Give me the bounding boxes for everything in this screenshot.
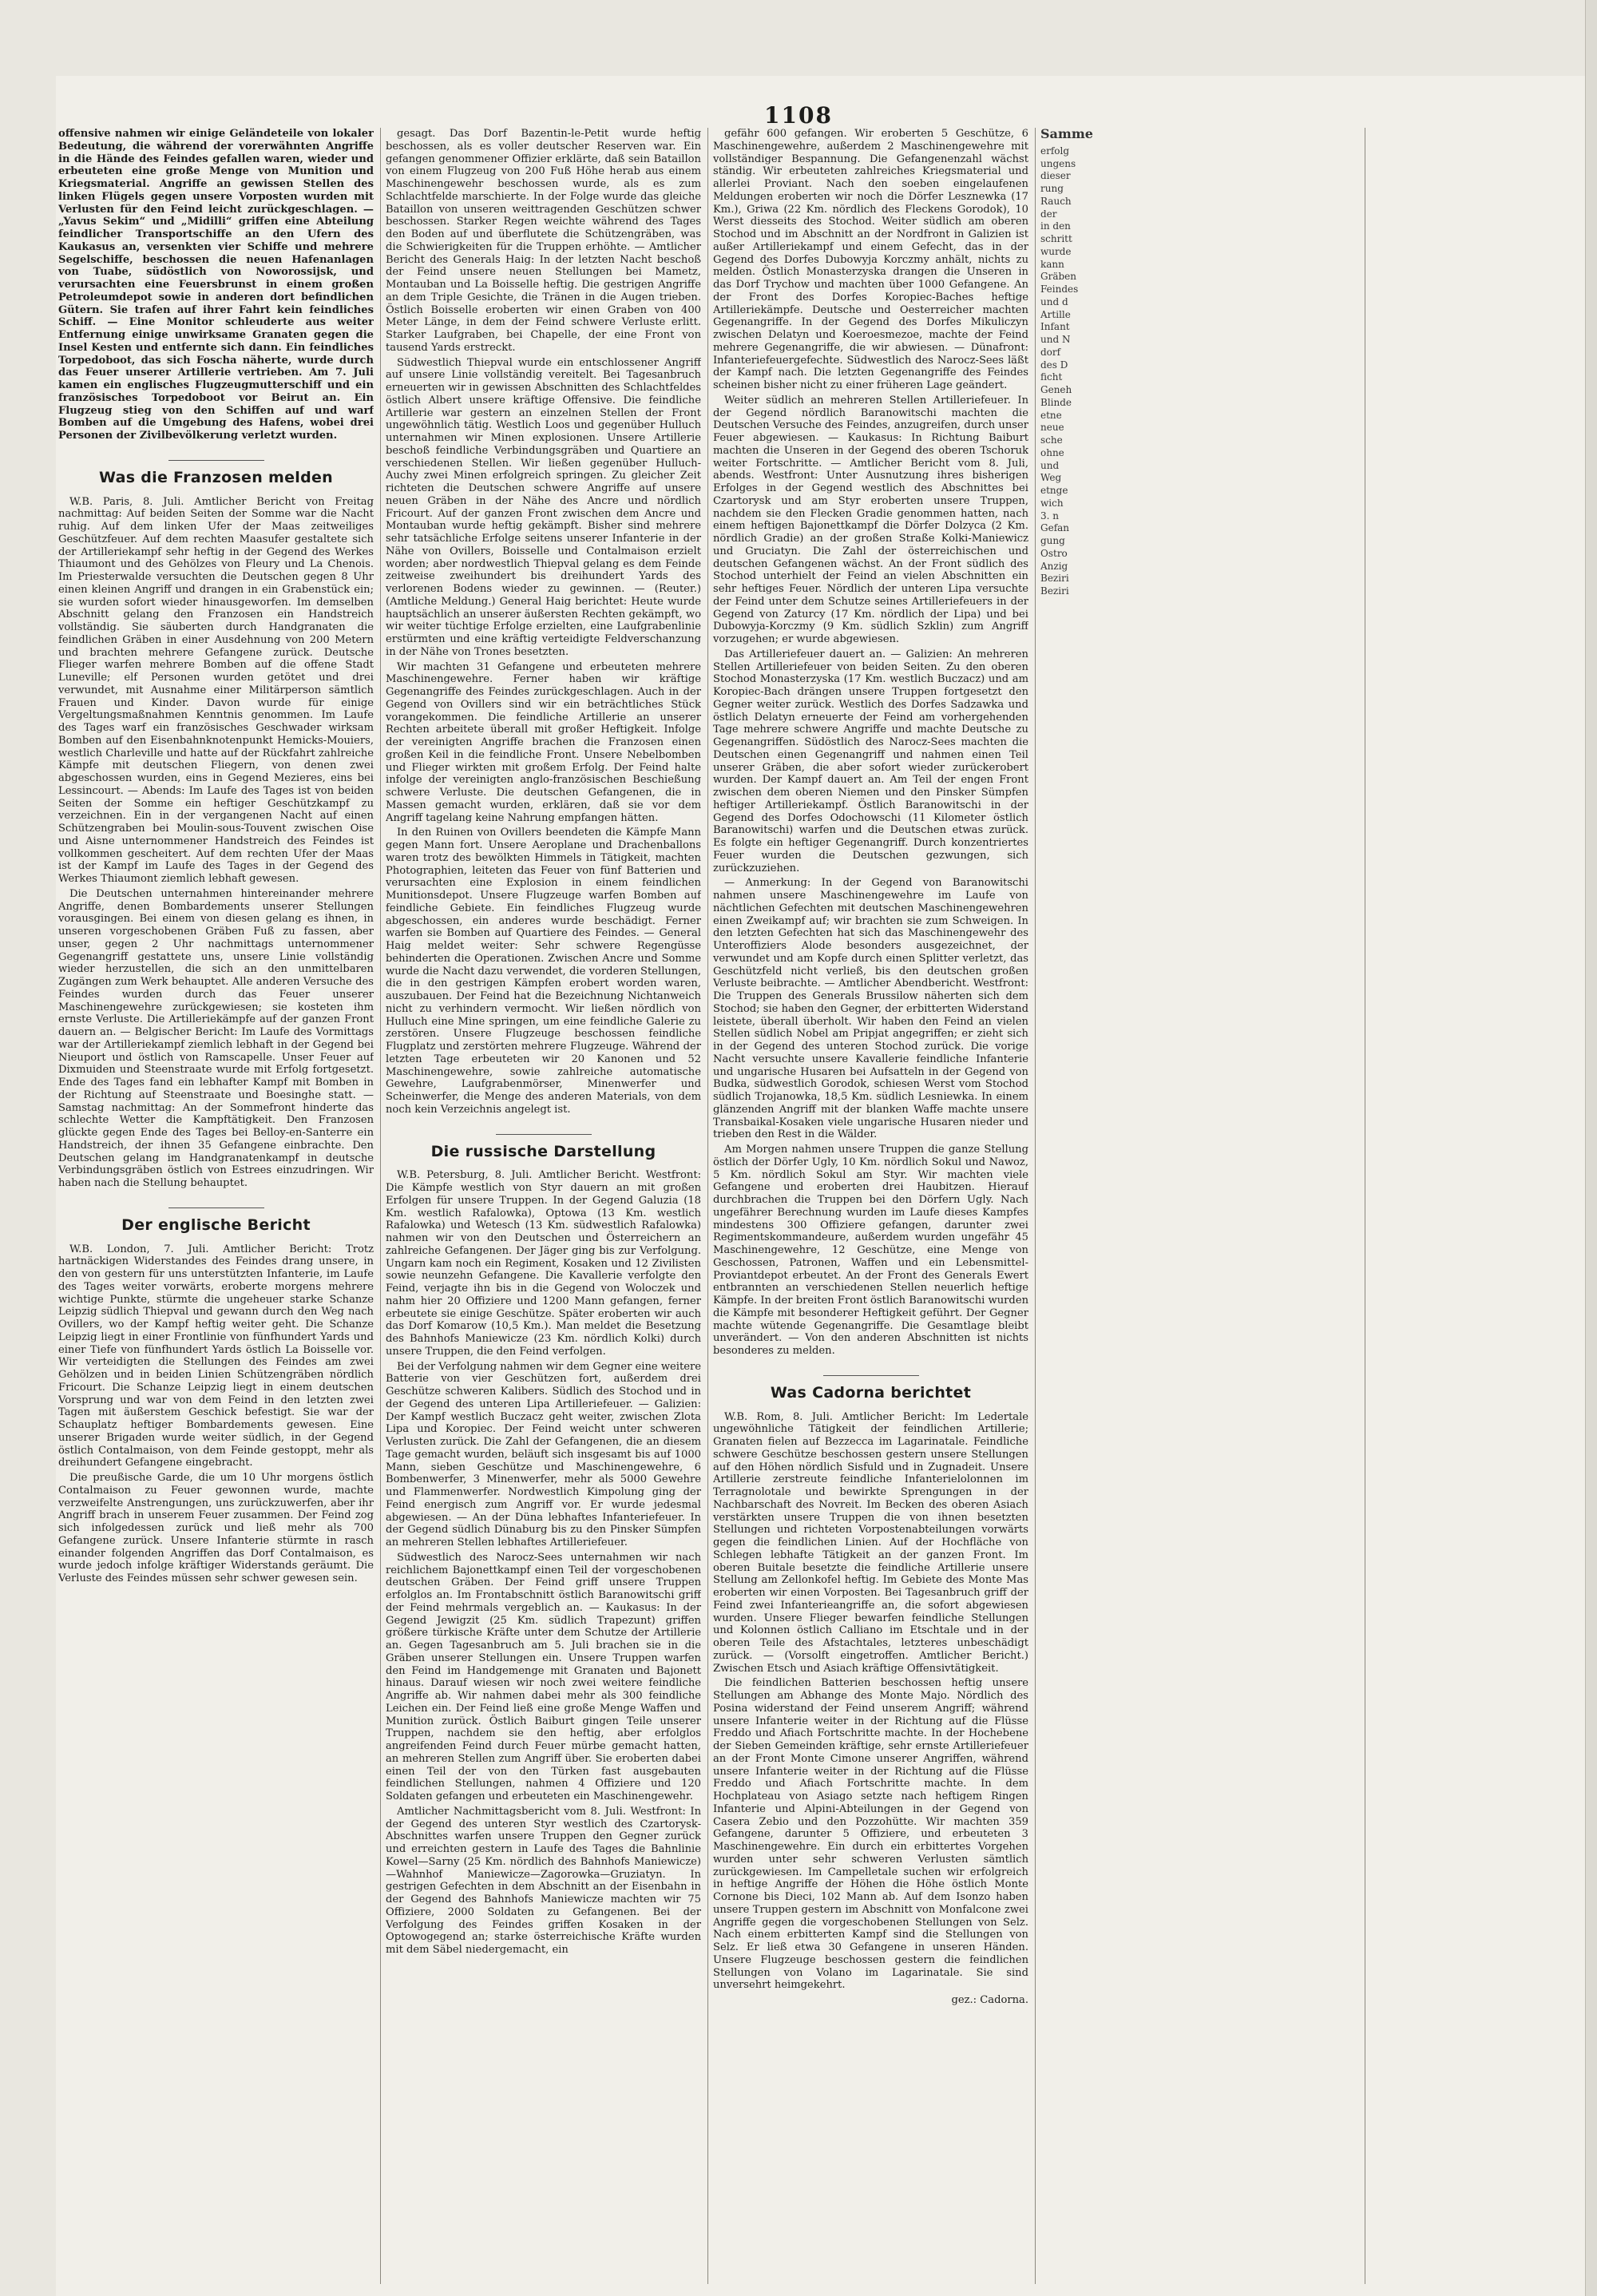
- edge-line: wich: [1040, 497, 1064, 509]
- heading-cadorna-report: Was Cadorna berichtet: [713, 1375, 1028, 1400]
- edge-line: neue: [1040, 422, 1064, 434]
- heading-english-report: Der englische Bericht: [58, 1207, 374, 1232]
- edge-line: Ostro: [1040, 547, 1068, 559]
- edge-line: rung: [1040, 183, 1064, 194]
- edge-line: Infant: [1040, 321, 1070, 333]
- edge-line: des D: [1040, 359, 1068, 371]
- next-page-edge: [1585, 0, 1597, 2296]
- edge-line: in den: [1040, 220, 1071, 232]
- edge-line: Feindes: [1040, 284, 1079, 295]
- russian-report-paragraph: Südwestlich des Narocz-Sees unternahmen wir nach reichlichem Bajonettkampf einen Teil der vorgeschobenen deutschen Gräben. Der Feind griff unsere Truppen erfolglos an. Im Frontabschnitt östlich Baranowitschi griff der Feind mehrmals vergeblich an. — Kaukasus: In der Gegend Jewigzit (25 Km. südlich Trapezunt) griffen größere türkische Kräfte unter dem Schutze der Artillerie an. Gegen Tagesanbruch am 5. Juli brachen sie in die Gräben unserer Stellungen ein. Unsere Truppen warfen den Feind im Handgemenge mit Granaten und Bajonett hinaus. Darauf wiesen wir noch zwei weitere feindliche Angriffe ab. Wir nahmen dabei mehr als 300 feindliche Leichen ein. Der Feind ließ eine große Menge Waffen und Munition zurück. Östlich Baiburt gingen Teile unserer Truppen, nachdem sie den heftig, aber erfolglos angreifenden Feind durch Feuer mürbe gemacht hatten, an mehreren Stellen zum Angriff über. Sie eroberten dabei einen Teil der von den Türken fast ausgebauten feindlichen Stellungen, nahmen 4 Offiziere und 120 Soldaten gefangen und erbeuteten ein Maschinengewehr.: [386, 1551, 701, 1802]
- column-rule: [380, 128, 381, 2284]
- english-report-paragraph: Wir machten 31 Gefangene und erbeuteten mehrere Maschinengewehre. Ferner haben wir kräftige Gegenangriffe des Feindes zurückgeschlagen. Auch in der Gegend von Ovillers sind wir ein beträchtliches Stück vorangekommen. Die feindliche Artillerie an unserer Rechten arbeitete überall mit großer Heftigkeit. Infolge der vereinigten Angriffe brachen die Franzosen einen großen Keil in die feindliche Front. Unsere Nebelbomben und Flieger wirkten mit großem Erfolg. Der Feind halte infolge der vereinigten anglo-französischen Beschießung schwere Verluste. Die deutschen Gefangenen, die in Massen gemacht wurden, erklären, daß sie vor dem Angriff tagelang keine Nahrung empfangen hätten.: [386, 660, 701, 824]
- english-report-paragraph: Die preußische Garde, die um 10 Uhr morgens östlich Contalmaison zu Feuer gewonnen wurde, machte verzweifelte Anstrengungen, uns zurückzuwerfen, aber ihr Angriff brach in unserem Feuer zusammen. Der Feind zog sich infolgedessen zurück und ließ mehr als 700 Gefangene zurück. Unsere Infanterie stürmte in rasch einander folgenden Angriffen das Dorf Contalmaison, es wurde jedoch infolge kräftiger Widerstands geräumt. Die Verluste des Feindes müssen sehr schwer gewesen sein.: [58, 1472, 374, 1584]
- edge-line: Anzig: [1040, 560, 1068, 572]
- column-rule: [707, 128, 708, 2284]
- cadorna-signature: gez.: Cadorna.: [951, 1994, 1028, 2006]
- english-report-paragraph: W.B. London, 7. Juli. Amtlicher Bericht: Trotz hartnäckigen Widerstandes des Feindes drang unsere, in den von gestern für uns unterstützten Infanterie, im Laufe des Tages weiter vorwärts, eroberte morgens mehrere wichtige Punkte, stürmte die ungeheuer starke Schanze Leipzig südlich Thiepval und gewann durch den Weg nach Ovillers, wo der Kampf heftig weiter geht. Die Schanze Leipzig liegt in einer Frontlinie von fünfhundert Yards und einer Tiefe von fünfhundert Yards östlich La Boisselle vor. Wir verteidigten die Stellungen des Feindes am zwei Gehölzen und in beiden Linien Schützengräben nördlich Fricourt. Die Schanze Leipzig liegt in einem deutschen Vorsprung und war von dem Feind in den letzten zwei Tagen mit äußerstem Geschick befestigt. Sie war der Schauplatz heftiger Bombardements gewesen. Eine unserer Brigaden wurde weiter südlich, in der Gegend östlich Contalmaison, von dem Feinde gestoppt, mehr als dreihundert Gefangene eingebracht.: [58, 1243, 374, 1469]
- edge-lines: [1040, 145, 1358, 598]
- edge-line: ungens: [1040, 157, 1076, 169]
- edge-line: dieser: [1040, 170, 1071, 182]
- edge-line: schritt: [1040, 233, 1072, 244]
- edge-line: und d: [1040, 295, 1068, 307]
- edge-line: etnge: [1040, 485, 1068, 496]
- edge-line: und: [1040, 459, 1060, 471]
- english-report-paragraph: gesagt. Das Dorf Bazentin-le-Petit wurde heftig beschossen, als es voller deutscher Reserven war. Ein gefangen genommener Offizier erklärte, daß sein Bataillon von einem Flugzeug von 200 Fuß Höhe herab aus einem Maschinengewehr beschossen wurde, als es zum Schlachtfelde marschierte. In der Folge wurde das gleiche Bataillon von unseren weittragenden Geschützen schwer beschossen. Starker Regen weichte während des Tages den Boden auf und überflutete die Schützengräben, was die Schwierigkeiten für die Truppen erhöhte. — Amtlicher Bericht des Generals Haig: In der letzten Nacht beschoß der Feind unsere neuen Stellungen bei Mametz, Montauban und La Boisselle heftig. Die gestrigen Angriffe an dem Triple Gesichte, die Tränen in die Augen trieben. Östlich Boisselle eroberten wir einen Graben von 400 Meter Länge, in dem der Feind schwere Verluste erlitt. Starker Laufgraben, bei Chapelle, der eine Front von tausend Yards erstreckt.: [386, 128, 701, 354]
- edge-line: Weg: [1040, 472, 1062, 484]
- edge-line: Geneh: [1040, 384, 1072, 395]
- edge-line: der: [1040, 208, 1057, 220]
- russian-report-paragraph: Weiter südlich an mehreren Stellen Artilleriefeuer. In der Gegend nördlich Baranowitschi machten die Deutschen Versuche des Feindes, anzugreifen, durch unser Feuer abgewiesen. — Kaukasus: In Richtung Baiburt machten die Unseren in der Gegend des oberen Tschoruk weiter Fortschritte. — Amtlicher Bericht vom 8. Juli, abends. Westfront: Unter Ausnutzung ihres bisherigen Erfolges in der Gegend westlich des Abschnittes bei Czartorysk und am Styr eroberten unsere Truppen, nachdem sie den Flecken Gradie genommen hatten, nach einem heftigen Bajonettkampf die Dörfer Dolzyca (2 Km. nördlich Gradie) an der großen Straße Kolki-Maniewicz und Gruciatyn. Die Zahl der österreichischen und deutschen Gefangenen wächst. An der Front südlich des Stochod unterhielt der Feind an vielen Abschnitten ein sehr heftiges Feuer. Nördlich der unteren Lipa versuchte der Feind unter dem Schutze seines Artilleriefeuers in der Gegend von Zaturcy (17 Km. nördlich der Lipa) und bei Dubowyja-Korczmy (9 Km. südlich Szklin) zum Angriff vorzugehen; er wurde abgewiesen.: [713, 394, 1028, 645]
- edge-line: 3. n: [1040, 510, 1059, 521]
- cadorna-report-paragraph: W.B. Rom, 8. Juli. Amtlicher Bericht: Im Ledertale ungewöhnliche Tätigkeit der feindlichen Artillerie; Granaten fielen auf Bezzecca im Lagarinatale. Feindliche schwere Geschütze beschossen gestern unsere Stellungen auf den Höhen nördlich Sisfuld und in Zugnadeit. Unsere Artillerie zerstreute feindliche Infanterielolonnen im Terragnolotale und bewirkte Sprengungen in der Nachbarschaft des Novreit. Im Becken des oberen Asiach verstärkten unsere Truppen die von ihnen besetzten Stellungen und richteten Vorpostenabteilungen vorwärts gegen die feindlichen Linien. Auf der Hochfläche von Schlegen lebhafte Tätigkeit an der ganzen Front. Im oberen Buitale besetzte die feindliche Artillerie unsere Stellung am Zellonkofel heftig. Im Gebiete des Monte Mas eroberten wir einen Vorposten. Bei Tagesanbruch griff der Feind zwei Infanterieangriffe an, die sofort abgewiesen wurden. Unsere Flieger bewarfen feindliche Stellungen und Kolonnen östlich Calliano im Etschtale und in der oberen Teile des Afstachtales, letzteres unbeschädigt zurück. — (Vorsolft eingetroffen. Amtlicher Bericht.) Zwischen Etsch und Asiach kräftige Offensivtätigkeit.: [713, 1410, 1028, 1675]
- edge-line: ficht: [1040, 371, 1063, 383]
- russian-report-paragraph: gefähr 600 gefangen. Wir eroberten 5 Geschütze, 6 Maschinengewehre, außerdem 2 Maschinengewehre mit vollständiger Bespannung. Die Gefangenenzahl wächst ständig. Wir erbeuteten zahlreiches Kriegsmaterial und allerlei Proviant. Nach den soeben eingelaufenen Meldungen eroberten wir noch die Dörfer Lesznewka (17 Km.), Griwa (22 Km. nördlich des Fleckens Gorodok), 10 Werst diesseits des Stochod. Weiter südlich am oberen Stochod und im Abschnitt an der Nordfront in Galizien ist außer Artilleriekampf und einem Gefecht, das in der Gegend des Dorfes Dubowyja Korczmy anhält, nichts zu melden. Östlich Monasterzyska drangen die Unseren in das Dorf Trychow und machten über 1000 Gefangene. An der Front des Dorfes Koropiec-Baches heftige Artilleriekämpfe. Deutsche und Oesterreicher machten Gegenangriffe. In der Gegend des Dorfes Mikuliczyn zwischen Delatyn und Koeroesmezoe, machte der Feind mehrere Gegenangriffe, die wir abwiesen. — Dünafront: Infanteriefeuergefechte. Südwestlich des Narocz-Sees läßt der Kampf nach. Die letzten Gegenangriffe des Feindes scheinen bisher nicht zu einer früheren Lage geändert.: [713, 128, 1028, 391]
- edge-line: und N: [1040, 334, 1071, 345]
- heading-french-report: Was die Franzosen melden: [58, 460, 374, 485]
- russian-report-paragraph: Das Artilleriefeuer dauert an. — Galizien: An mehreren Stellen Artilleriefeuer von beiden Seiten. Zu den oberen Stochod Monasterzyska (17 Km. westlich Buczacz) und am Koropiec-Bach drängen unsere Truppen fortgesetzt den Gegner weiter zurück. Westlich des Dorfes Sadzawka und östlich Delatyn erneuerte der Feind am vorhergehenden Tage mehrere schwere Angriffe und machte Deutsche zu Gegenangriffen. Südöstlich des Narocz-Sees machten die Deutschen einen Gegenangriff und nahmen einen Teil unserer Gräben, die aber sofort wieder zurückerobert wurden. Der Kampf dauert an. Am Teil der engen Front zwischen dem oberen Niemen und den Pinsker Sümpfen heftiger Artilleriekampf. Östlich Baranowitschi in der Gegend des Dorfes Odochowschi (11 Kilometer östlich Baranowitschi) warfen und die Deutschen etwas zurück. Es folgte ein heftiger Gegenangriff. Durch konzentriertes Feuer wurden die Deutschen gezwungen, sich zurückzuziehen.: [713, 648, 1028, 874]
- edge-line: kann: [1040, 258, 1064, 270]
- edge-line: Blinde: [1040, 396, 1072, 408]
- column-rule: [1035, 128, 1036, 2284]
- edge-line: gung: [1040, 535, 1065, 546]
- english-report-paragraph: Südwestlich Thiepval wurde ein entschlossener Angriff auf unsere Linie vollständig vereitelt. Bei Tagesanbruch erneuerten wir in gewissen Abschnitten des Schlachtfeldes östlich Albert unsere kräftige Offensive. Die feindliche Artillerie war gestern an einzelnen Stellen der Front ungewöhnlich tätig. Westlich Loos und gegenüber Hulluch unternahmen wir Minen explosionen. Unsere Artillerie beschoß feindliche Verbindungsgräben und Quartiere an verschiedenen Stellen. Wir ließen gegenüber Hulluch-Auchy zwei Minen erfolgreich springen. Zu gleicher Zeit richteten die Deutschen schwere Angriffe auf unsere neuen Gräben in der Nähe des Ancre und nördlich Fricourt. Auf der ganzen Front zwischen dem Ancre und Montauban wurde heftig gekämpft. Bisher sind mehrere sehr tatsächliche Erfolge seitens unserer Infanterie in der Nähe von Ovillers, Boisselle und Contalmaison erzielt worden; aber nordwestlich Thiepval gelang es dem Feinde zeitweise zweihundert bis dreihundert Yards des verlorenen Bodens wieder zu gewinnen. — (Reuter.) (Amtliche Meldung.) General Haig berichtet: Heute wurde hauptsächlich an unserer äußersten Rechten gekämpft, wo wir weiter tüchtige Erfolge erzielten, eine Laufgrabenlinie erstürmten und eine kräftig verteidigte Feldverschanzung in der Nähe von Trones besetzten.: [386, 356, 701, 658]
- edge-line: ohne: [1040, 446, 1064, 458]
- french-report-paragraph: Die Deutschen unternahmen hintereinander mehrere Angriffe, denen Bombardements unserer Stellungen vorausgingen. Bei einem von diesen gelang es ihnen, in unseren vorgeschobenen Gräben Fuß zu fassen, aber unser, gegen 2 Uhr nachmittags unternommener Gegenangriff gestattete uns, unsere Linie vollständig wieder herzustellen, die sich an den unmittelbaren Zugängen zum Werk behauptet. Alle anderen Versuche des Feindes wurden durch das Feuer unserer Maschinengewehre zurückgewiesen; sie kosteten ihm ernste Verluste. Die Artilleriekämpfe auf der ganzen Front dauern an. — Belgischer Bericht: Im Laufe des Vormittags war der Artilleriekampf ziemlich lebhaft in der Gegend bei Nieuport und östlich von Ramscapelle. Unser Feuer auf Dixmuiden und Steenstraate wurde mit Erfolg fortgesetzt. Ende des Tages fand ein lebhafter Kampf mit Bomben in der Richtung auf Steenstraate und Boesinghe statt. — Samstag nachmittag: An der Sommefront hinderte das schlechte Wetter die Kampftätigkeit. Den Franzosen glückte gegen Ende des Tages bei Belloy-en-Santerre ein Handstreich, der ihnen 35 Gefangene einbrachte. Den Deutschen gelang im Handgranatenkampf in deutsche Verbindungsgräben östlich von Estrees einzudringen. Wir haben nach die Stellung behauptet.: [58, 887, 374, 1189]
- russian-report-paragraph: Bei der Verfolgung nahmen wir dem Gegner eine weitere Batterie von vier Geschützen fort, außerdem drei Geschütze schweren Kalibers. Südlich des Stochod und in der Gegend des unteren Lipa Artilleriefeuer. — Galizien: Der Kampf westlich Buczacz geht weiter, zwischen Zlota Lipa und Koropiec. Der Feind weicht unter schweren Verlusten zurück. Die Zahl der Gefangenen, die an diesem Tage gemacht wurden, beläuft sich insgesamt bis auf 1000 Mann, sieben Geschütze und Maschinengewehre, 6 Bombenwerfer, 3 Minenwerfer, mehr als 5000 Gewehre und Flammenwerfer. Nordwestlich Kimpolung ging der Feind energisch zum Angriff vor. Er wurde jedesmal abgewiesen. — An der Düna lebhaftes Infanteriefeuer. In der Gegend südlich Dünaburg bis zu den Pinsker Sümpfen an mehreren Stellen lebhaftes Artilleriefeuer.: [386, 1360, 701, 1549]
- english-report-paragraph: In den Ruinen von Ovillers beendeten die Kämpfe Mann gegen Mann fort. Unsere Aeroplane und Drachenballons waren trotz des bewölkten Himmels in Tätigkeit, machten Photographien, leiteten das Feuer von fünf Batterien und verursachten eine Explosion in einem feindlichen Munitionsdepot. Unsere Flugzeuge warfen Bomben auf feindliche Gebiete. Ein feindliches Flugzeug wurde abgeschossen, ein anderes wurde beschädigt. Ferner warfen sie Bomben auf Quartiere des Feindes. — General Haig meldet weiter: Sehr schwere Regengüsse behinderten die Operationen. Zwischen Ancre und Somme wurde die Nacht dazu verwendet, die vorderen Stellungen, die in den gestrigen Kämpfen erobert worden waren, auszubauen. Der Feind hat die Bezeichnung Nichtanweich nicht zu verhindern vermocht. Wir ließen nördlich von Hulluch eine Mine springen, um eine feindliche Galerie zu zerstören. Unsere Flugzeuge beschossen feindliche Flugplatz und zerstörten mehrere Flugzeuge. Während der letzten Tage erbeuteten wir 20 Kanonen und 52 Maschinengewehre, sowie zahlreiche automatische Gewehre, Laufgrabenmörser, Minenwerfer und Scheinwerfer, die Menge des anderen Materials, von dem noch kein Verzeichnis angelegt ist.: [386, 827, 701, 1116]
- facing-page-edge-text: [1040, 128, 1358, 2284]
- heading-russian-report: Die russische Darstellung: [386, 1134, 701, 1159]
- column-3: [713, 128, 1028, 2284]
- russian-report-paragraph: Amtlicher Nachmittagsbericht vom 8. Juli. Westfront: In der Gegend des unteren Styr westlich des Czartorysk-Abschnittes warfen unsere Truppen den Gegner zurück und erreichten gestern in Laufe des Tages die Bahnlinie Kowel—Sarny (25 Km. nördlich des Bahnhofs Maniewicze)—Wahnhof Maniewicze—Zagorowka—Gruziatyn. In gestrigen Gefechten in dem Abschnitt an der Eisenbahn in der Gegend des Bahnhofs Maniewicze machten wir 75 Offiziere, 2000 Soldaten zu Gefangenen. Bei der Verfolgung des Feindes griffen Kosaken in der Optowogegend an; starke österreichische Kräfte wurden mit dem Säbel niedergemacht, ein: [386, 1805, 701, 1956]
- edge-line: erfolg: [1040, 145, 1070, 157]
- edge-line: Rauch: [1040, 195, 1072, 207]
- column-1: [58, 128, 374, 2284]
- turkish-report-continuation: offensive nahmen wir einige Geländeteile von lokaler Bedeutung, die während der vorerwähnten Angriffe in die Hände des Feindes gefallen waren, wieder und erbeuteten eine große Menge von Munition und Kriegsmaterial. Angriffe an gewissen Stellen des linken Flügels gegen unsere Vorposten wurden mit Verlusten für den Feind leicht zurückgeschlagen. — „Yavus Sekim“ und „Midilli“ griffen eine Abteilung feindlicher Transportschiffe an den Ufern des Kaukasus an, versenkten vier Schiffe und mehrere Segelschiffe, beschossen die neuen Hafenanlagen von Tuabe, südöstlich von Noworossijsk, und verursachten eine Feuersbrunst in einem großen Petroleumdepot sowie in anderen dort befindlichen Gütern. Sie trafen auf ihrer Fahrt kein feindliches Schiff. — Eine Monitor schleuderte aus weiter Entfernung einige unwirksame Granaten gegen die Insel Kesten und entfernte sich dann. Ein feindliches Torpedoboot, das sich Foscha näherte, wurde durch das Feuer unserer Artillerie vertrieben. Am 7. Juli kamen ein englisches Flugzeugmutterschiff und ein französisches Torpedoboot vor Beirut an. Ein Flugzeug stieg von den Schiffen auf und warf Bomben auf die Umgebung des Hafens, wobei drei Personen der Zivilbevölkerung verletzt wurden.: [58, 128, 374, 442]
- edge-line: sche: [1040, 434, 1063, 446]
- edge-line: Gräben: [1040, 271, 1076, 283]
- edge-heading: Samme: [1040, 128, 1093, 141]
- column-2: [386, 128, 701, 2284]
- cadorna-report-paragraph: Die feindlichen Batterien beschossen heftig unsere Stellungen am Abhange des Monte Majo. Nördlich des Posina widerstand der Feind unserem Angriff; während unsere Infanterie weiter in der Richtung auf die Flüsse Freddo und Afiach Fortschritte machte. In der Hochebene der Sieben Gemeinden kräftige, sehr ernste Artilleriefeuer an der Front Monte Cimone unserer Angriffen, während unsere Infanterie weiter in der Richtung auf die Flüsse Freddo und Afiach Fortschritte machte. In dem Hochplateau von Asiago setzte nach heftigem Ringen Infanterie und Alpini-Abteilungen in der Gegend von Casera Zebio und den Pozzohütte. Wir machten 359 Gefangene, darunter 5 Offiziere, und erbeuteten 3 Maschinengewehre. Ein durch ein erbittertes Vorgehen wurden unter sehr schweren Verlusten sämtlich zurückgewiesen. Im Campelletale suchen wir erfolgreich in heftige Angriffe der Höhen die Höhe östlich Monte Cornone bis Dieci, 102 Mann ab. Auf dem Isonzo haben unsere Truppen gestern im Abschnitt von Monfalcone zwei Angriffe gegen die vorgeschobenen Stellungen von Selz. Nach einem erbitterten Kampf sind die Stellungen von Selz. Er ließ etwa 30 Gefangene in unseren Händen. Unsere Flugzeuge beschossen gestern die feindlichen Stellungen von Volano im Lagarinatale. Sie sind unversehrt heimgekehrt.: [713, 1677, 1028, 1992]
- edge-line: dorf: [1040, 346, 1061, 358]
- french-report-paragraph: W.B. Paris, 8. Juli. Amtlicher Bericht von Freitag nachmittag: Auf beiden Seiten der Somme war die Nacht ruhig. Auf dem linken Ufer der Maas zeitweiliges Geschützfeuer. Auf dem rechten Maasufer gestaltete sich der Artilleriekampf sehr heftig in der Gegend des Werkes Thiaumont und des Gehölzes von Fleury und La Chenois. Im Priesterwalde versuchten die Deutschen gegen 8 Uhr einen kleinen Angriff und drangen in ein Grabenstück ein; sie wurden sofort wieder hinausgeworfen. Im demselben Abschnitt gelang den Franzosen ein Handstreich vollständig. Sie säuberten durch Handgranaten die feindlichen Gräben in einer Ausdehnung von 200 Metern und brachten mehrere Gefangene zurück. Deutsche Flieger warfen mehrere Bomben auf die offene Stadt Luneville; elf Personen wurden getötet und drei verwundet, mit Ausnahme einer Militärperson sämtlich Frauen und Kinder. Davon wurde für einige Vergeltungsmaßnahmen Kenntnis genommen. Im Laufe des Tages warf ein französisches Geschwader wirksam Bomben auf den Eisenbahnknotenpunkt Hemicks-Mouiers, westlich Charleville und hatte auf der Rückfahrt zahlreiche Kämpfe mit deutschen Fliegern, von denen zwei abgeschossen wurden, eins in Gegend Mezieres, eins bei Lessincourt. — Abends: Im Laufe des Tages ist von beiden Seiten der Somme ein heftiger Geschützkampf zu verzeichnen. Ein in der vergangenen Nacht auf einen Schützengraben bei Moulin-sous-Touvent zwischen Oise und Aisne unternommener Handstreich des Feindes ist vollkommen gescheitert. Auf dem rechten Ufer der Maas ist der Kampf im Laufe des Tages in der Gegend des Werkes Thiaumont ziemlich lebhaft gewesen.: [58, 495, 374, 885]
- edge-line: etne: [1040, 409, 1062, 421]
- page-number: 1108: [764, 102, 833, 129]
- edge-line: Beziri: [1040, 585, 1069, 597]
- russian-report-paragraph: Am Morgen nahmen unsere Truppen die ganze Stellung östlich der Dörfer Ugly, 10 Km. nördlich Sokul und Nawoz, 5 Km. nördlich Sokul am Styr. Wir machten viele Gefangene und eroberten drei Haubitzen. Hierauf durchbrachen die Truppen bei den Dörfern Ugly. Nach ungefährer Berechnung wurden im Laufe dieses Kampfes mindestens 300 Offiziere gefangen, darunter zwei Regimentskommandeure, außerdem wurden ungefähr 45 Maschinengewehre, 12 Geschütze, eine Menge von Geschossen, Patronen, Waffen und ein Lebensmittel-Proviantdepot erbeutet. An der Front des Generals Ewert entbrannten an verschiedenen Stellen neuerlich heftige Kämpfe. In der breiten Front östlich Baranowitschi wurden die Kämpfe mit besonderer Heftigkeit geführt. Der Gegner machte wütende Gegenangriffe. Die Gesamtlage bleibt unverändert. — Von den anderen Abschnitten ist nichts besonderes zu melden.: [713, 1144, 1028, 1357]
- edge-line: Beziri: [1040, 573, 1069, 585]
- russian-report-paragraph: — Anmerkung: In der Gegend von Baranowitschi nahmen unsere Maschinengewehre im Laufe von nächtlichen Gefechten mit deutschen Maschinengewehren einen Zweikampf auf; wir brachten sie zum Schweigen. In den letzten Gefechten hat sich das Maschinengewehr des Unteroffiziers Alode besonders ausgezeichnet, der verwundet und am Kopfe durch einen Splitter verletzt, das Geschützfeld nicht verließ, bis den deutschen großen Verluste beibrachte. — Amtlicher Abendbericht. Westfront: Die Truppen des Generals Brussilow näherten sich dem Stochod; sie haben den Gegner, der erbitterten Widerstand leistete, überall überholt. Wir haben den Feind an vielen Stellen südlich Nobel am Pripjat angegriffen; er zieht sich in der Gegend des unteren Stochod zurück. Die vorige Nacht versuchte unsere Kavallerie feindliche Infanterie und ungarische Husaren bei Aufsatteln in der Gegend von Budka, südwestlich Gorodok, schiesen Werst vom Stochod südlich Trojanowka, 18,5 Km. südlich Lesniewka. In einem glänzenden Angriff mit der blanken Waffe machte unsere Transbaikal-Kosaken viele ungarische Husaren nieder und trieben den Rest in die Wälder.: [713, 877, 1028, 1141]
- edge-line: wurde: [1040, 245, 1072, 257]
- russian-report-paragraph: W.B. Petersburg, 8. Juli. Amtlicher Bericht. Westfront: Die Kämpfe westlich von Styr dauern an mit großen Erfolgen für unsere Truppen. In der Gegend Galuzia (18 Km. westlich Rafalowka), Optowa (13 Km. westlich Rafalowka) und Wetesch (13 Km. südwestlich Rafalowka) nahmen wir von den Deutschen und Österreichern an zahlreiche Gefangenen. Der Jäger ging bis zur Verfolgung. Ungarn kam noch ein Regiment, Kosaken und 12 Zivilisten sowie neunzehn Gefangene. Die Kavallerie verfolgte den Feind, verjagte ihn bis in die Gegend von Woloczek und nahm hier 20 Offiziere und 1200 Mann gefangen, ferner erbeutete sie einige Geschütze. Später eroberten wir auch das Dorf Komarow (10,5 Km.). Man meldet die Besetzung des Bahnhofs Maniewicze (23 Km. nördlich Kolki) durch unsere Truppen, die den Feind verfolgen.: [386, 1169, 701, 1358]
- edge-line: Gefan: [1040, 522, 1070, 534]
- edge-line: Artille: [1040, 308, 1071, 320]
